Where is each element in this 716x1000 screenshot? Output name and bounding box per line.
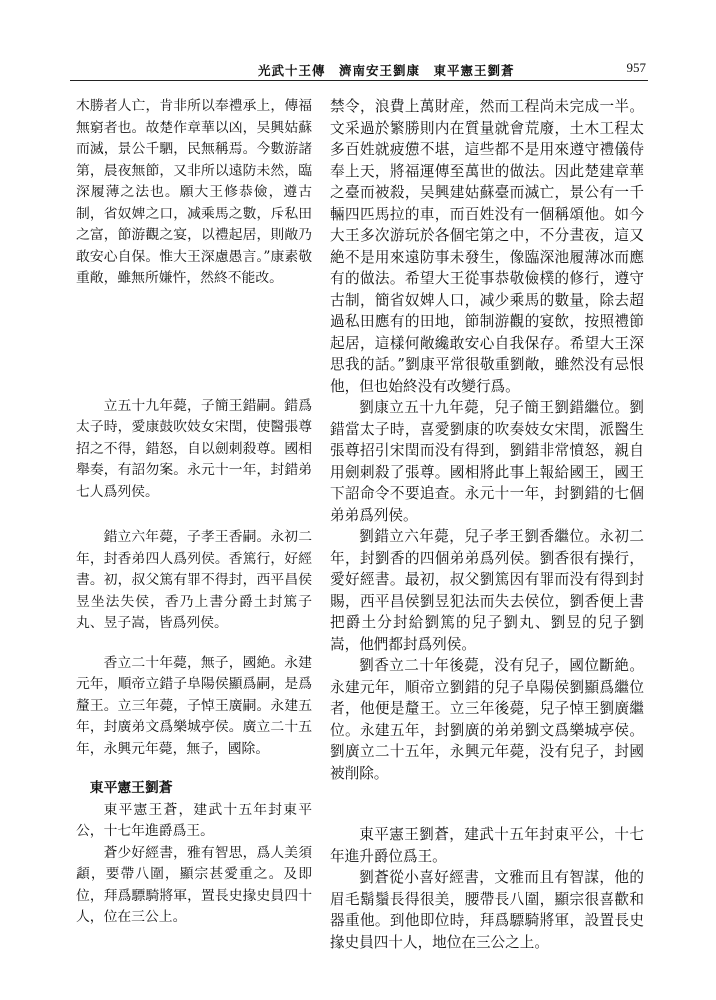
classical-paragraph: 木勝者人亡，肯非所以奉禮承上，傳福無窮者也。故楚作章華以凶，吴興姑蘇而滅，景公千駟，民無稱焉。今數游諸第，晨夜無節，又非所以遠防未然，臨深履薄之法也。願大王修恭儉，遵古制，省奴婢之口，减乘馬之數，斥私田之富，節游觀之宴，以禮起居，則敞乃敢安心自保。惟大王深慮愚言。”康素敬重敞，雖無所嫌忤，然終不能改。 [76,98,312,286]
translation-paragraph: 東平憲王劉蒼，建武十五年封東平公，十七年進升爵位爲王。 [330,826,644,865]
classical-text-column [76,96,312,929]
classical-paragraph: 香立二十年薨，無子，國絶。永建元年，順帝立錯子阜陽侯顯爲嗣，是爲釐王。立三年薨，子悼王廣嗣。永建五年，封廣弟文爲樂城亭侯。廣立二十五年，永興元年薨，無子，國除。 [76,654,312,757]
classical-paragraph: 蒼少好經書，雅有智思，爲人美須頿，要帶八圍，顯宗甚愛重之。及即位，拜爲驃騎將軍，置長史掾史員四十人，位在三公上。 [76,844,312,925]
translation-paragraph: 禁令，浪費上萬財産，然而工程尚未完成一半。文采過於繁勝則内在質量就會荒廢，土木工程太多百姓就疲憊不堪，這些都不是用來遵守禮儀侍奉上天，將福運傳至萬世的做法。因此楚建章華之臺而被殺，吴興建姑蘇臺而滅亡，景公有一千輛四匹馬拉的車，而百姓没有一個稱頌他。如今大王多次游玩於各個宅第之中，不分晝夜，這又絶不是用來遠防事未發生，像臨深池履薄冰而應有的做法。希望大王從事恭敬儉樸的修行，遵守古制，簡省奴婢人口，减少乘馬的數量，除去超過私田應有的田地，節制游觀的宴飲，按照禮節起居，這樣何敞纔敢安心自我保存。希望大王深思我的話。”劉康平常很敬重劉敞，雖然没有忌恨他，但也始終没有改變行爲。 [330,98,644,395]
page-number: 957 [626,60,646,75]
translation-paragraph: 劉蒼從小喜好經書，文雅而且有智謀，他的眉毛鬍鬚長得很美，腰帶長八圍，顯宗很喜歡和器重他。到他即位時，拜爲驃騎將軍，設置長史掾史員四十人，地位在三公之上。 [330,869,644,951]
running-header [70,58,648,81]
running-title: 光武十王傳 濟南安王劉康 東平憲王劉蒼 [258,63,515,78]
translation-paragraph: 劉錯立六年薨，兒子孝王劉香繼位。永初二年，封劉香的四個弟弟爲列侯。劉香很有操行，愛好經書。最初，叔父劉篤因有罪而没有得到封賜，西平昌侯劉昱犯法而失去侯位，劉香便上書把爵土分封給劉篤的兒子劉丸、劉昱的兒子劉嵩，他們都封爲列侯。 [330,528,644,653]
translation-paragraph: 劉香立二十年後薨，没有兒子，國位斷絶。永建元年，順帝立劉錯的兒子阜陽侯劉顯爲繼位者，他便是釐王。立三年後薨，兒子悼王劉廣繼位。永建五年，封劉廣的弟弟劉文爲樂城亭侯。劉廣立二十五年，永興元年薨，没有兒子，封國被削除。 [330,657,644,782]
section-heading: 東平憲王劉蒼 [89,780,173,796]
classical-paragraph: 錯立六年薨，子孝王香嗣。永初二年，封香弟四人爲列侯。香篤行，好經書。初，叔父篤有罪不得封，西平昌侯昱坐法失侯，香乃上書分爵土封篤子丸、昱子嵩，皆爲列侯。 [76,529,312,631]
classical-paragraph: 立五十九年薨，子簡王錯嗣。錯爲太子時，愛康鼓吹妓女宋閏，使醫張尊招之不得，錯怒，自以劍刺殺尊。國相舉奏，有詔勿案。永元十一年，封錯弟七人爲列侯。 [76,397,312,500]
translation-column [330,96,644,953]
translation-paragraph: 劉康立五十九年薨，兒子簡王劉錯繼位。劉錯當太子時，喜愛劉康的吹奏妓女宋閏，派醫生張尊招引宋閏而没有得到，劉錯非常憤怒，親自用劍刺殺了張尊。國相將此事上報給國王，國王下詔命令不要追查。永元十一年，封劉錯的七個弟弟爲列侯。 [330,399,644,524]
classical-paragraph: 東平憲王蒼，建武十五年封東平公，十七年進爵爲王。 [76,801,312,839]
